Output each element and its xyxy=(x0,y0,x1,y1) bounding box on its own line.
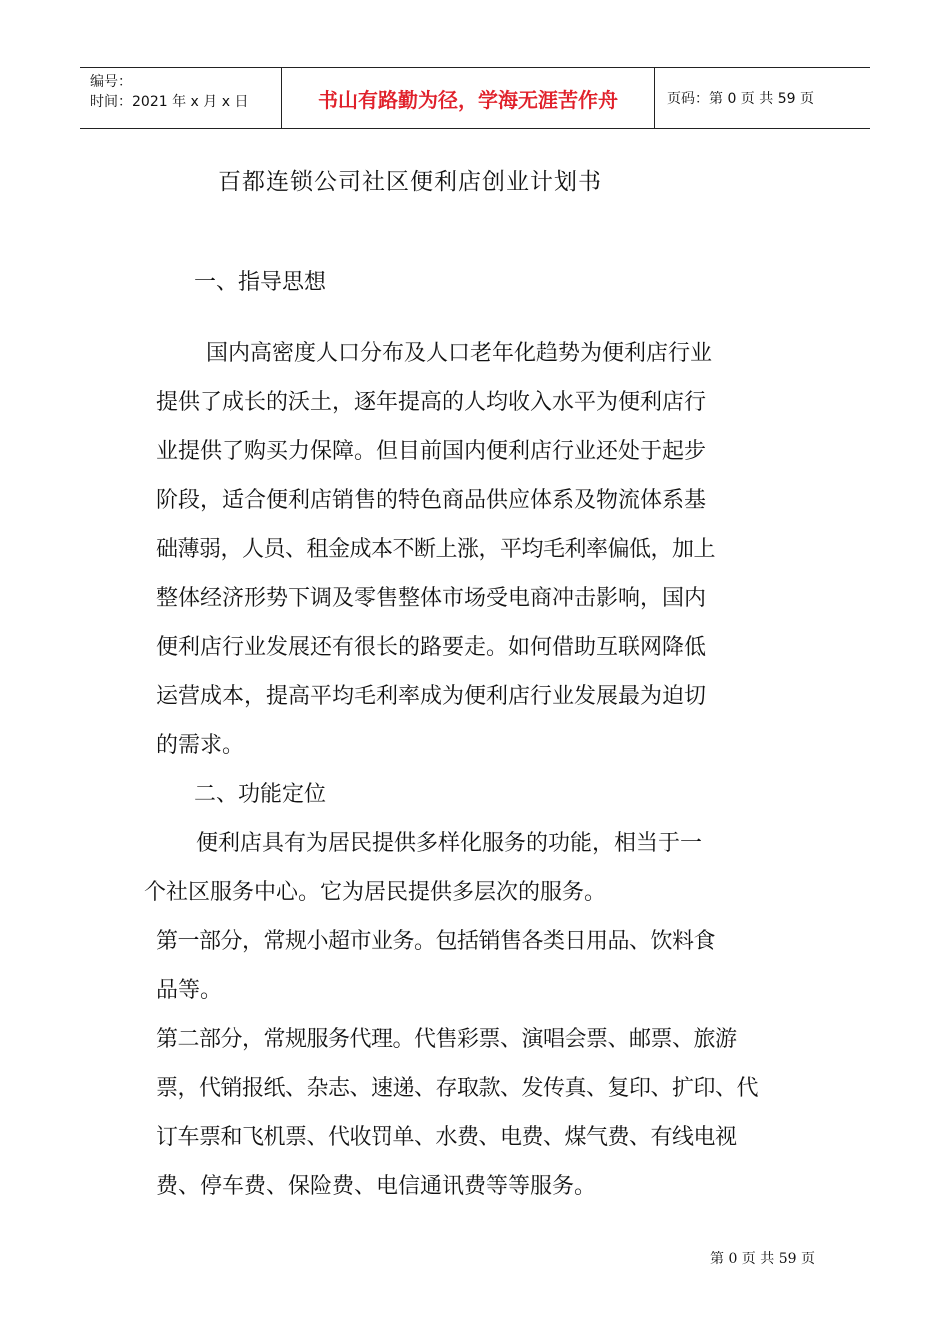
paragraph-line: 订车票和飞机票、代收罚单、水费、电费、煤气费、有线电视 xyxy=(156,1125,737,1150)
header-motto: 书山有路勤为径，学海无涯苦作舟 xyxy=(282,68,655,128)
header-number: 编号： xyxy=(90,74,132,90)
paragraph-line: 便利店行业发展还有很长的路要走。如何借助互联网降低 xyxy=(156,635,707,660)
paragraph-line: 第二部分，常规服务代理。代售彩票、演唱会票、邮票、旅游 xyxy=(156,1027,737,1052)
paragraph-2 xyxy=(144,819,800,917)
document-body xyxy=(144,258,800,1211)
section-heading-2: 二、功能定位 xyxy=(194,782,327,807)
paragraph-line: 费、停车费、保险费、电信通讯费等等服务。 xyxy=(156,1174,597,1199)
paragraph-line: 的需求。 xyxy=(156,733,245,758)
paragraph-line: 便利店具有为居民提供多样化服务的功能，相当于一 xyxy=(196,831,703,856)
paragraph-line: 业提供了购买力保障。但目前国内便利店行业还处于起步 xyxy=(156,439,707,464)
paragraph-line: 阶段，适合便利店销售的特色商品供应体系及物流体系基 xyxy=(156,488,707,513)
paragraph-1 xyxy=(156,329,800,770)
page-header xyxy=(80,67,870,129)
paragraph-line: 国内高密度人口分布及人口老年化趋势为便利店行业 xyxy=(206,341,713,366)
document-title: 百都连锁公司社区便利店创业计划书 xyxy=(218,169,602,195)
paragraph-4 xyxy=(156,1015,800,1211)
paragraph-3 xyxy=(156,917,800,1015)
paragraph-line: 础薄弱，人员、租金成本不断上涨，平均毛利率偏低，加上 xyxy=(156,537,716,562)
paragraph-line: 票，代销报纸、杂志、速递、存取款、发传真、复印、扩印、代 xyxy=(156,1076,759,1101)
header-page-info: 页码：第 0 页 共 59 页 xyxy=(667,91,814,107)
paragraph-line: 品等。 xyxy=(156,978,223,1003)
paragraph-line: 第一部分，常规小超市业务。包括销售各类日用品、饮料食 xyxy=(156,929,716,954)
paragraph-line: 整体经济形势下调及零售整体市场受电商冲击影响，国内 xyxy=(156,586,707,611)
page-footer: 第 0 页 共 59 页 xyxy=(710,1251,815,1267)
header-time: 时间：2021 年 x 月 x 日 xyxy=(90,94,249,110)
section-heading-1: 一、指导思想 xyxy=(194,270,327,295)
paragraph-line: 个社区服务中心。它为居民提供多层次的服务。 xyxy=(144,880,607,905)
paragraph-line: 提供了成长的沃土，逐年提高的人均收入水平为便利店行 xyxy=(156,390,707,415)
header-meta xyxy=(80,68,282,128)
paragraph-line: 运营成本，提高平均毛利率成为便利店行业发展最为迫切 xyxy=(156,684,707,709)
